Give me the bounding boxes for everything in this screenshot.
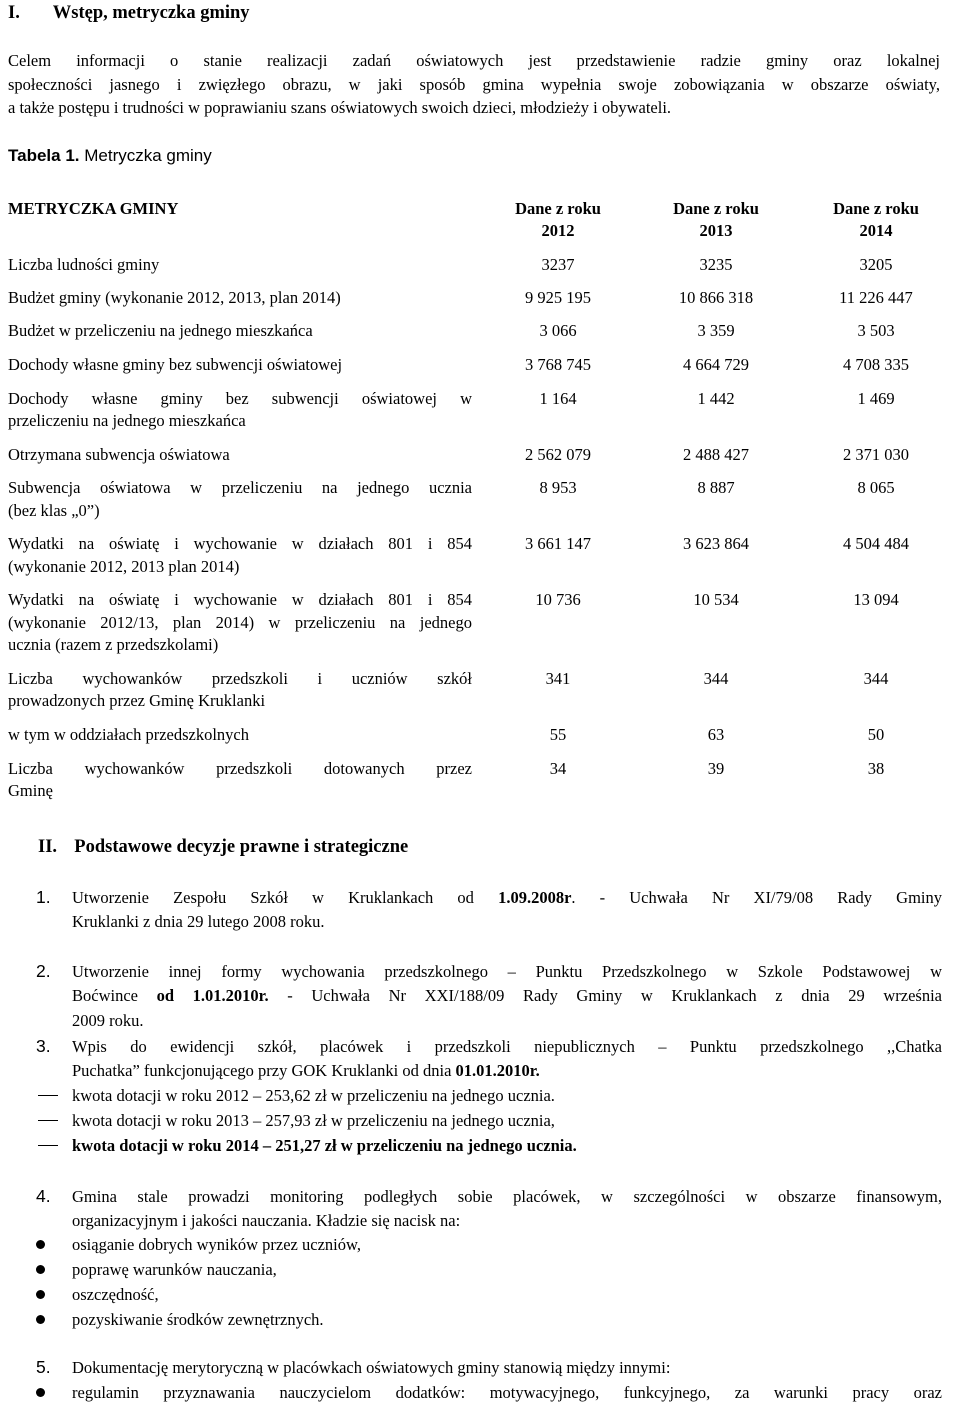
table-cell: 10 736: [535, 590, 581, 609]
table-caption-text: Metryczka gminy: [84, 146, 212, 165]
header-prefix: Dane z roku: [833, 199, 919, 218]
item-1-text: Utworzenie Zespołu Szkół w Kruklankach od: [72, 888, 474, 907]
table-header-label: METRYCZKA GMINY: [8, 199, 179, 218]
header-prefix: Dane z roku: [515, 199, 601, 218]
table-cell: 39: [707, 759, 725, 778]
table-row-label: Wydatki na oświatę i wychowanie w działach 801 i 854: [8, 590, 472, 609]
table-cell: 3 066: [539, 321, 577, 340]
table-cell: 34: [549, 759, 567, 778]
item-1-line-1: [72, 887, 942, 909]
item-2-date: od 1.01.2010r.: [156, 986, 269, 1005]
section-1-title: Wstęp, metryczka gminy: [52, 3, 250, 23]
table-row-label: Budżet w przeliczeniu na jednego mieszkańca: [8, 321, 313, 340]
bullet-icon: [36, 1240, 45, 1249]
bullet-text: osiąganie dobrych wyników przez uczniów,: [72, 1235, 361, 1254]
list-number: 4.: [36, 1186, 51, 1206]
table-cell: 10 866 318: [678, 288, 754, 307]
intro-line-3: a także postępu i trudności w poprawianiu szans oświatowych swoich dzieci, młodzieży i obywateli.: [8, 98, 672, 117]
table-cell: 3 768 745: [525, 355, 591, 374]
item-3-text: Puchatka” funkcjonującego przy GOK Kruklanki od dnia: [72, 1061, 452, 1080]
table-cell: 1 469: [857, 389, 895, 408]
section-2-number: II.: [38, 837, 58, 857]
table-cell: 8 065: [857, 478, 895, 497]
item-2-line-2: [72, 985, 942, 1007]
dash-text: kwota dotacji w roku 2012 – 253,62 zł w przeliczeniu na jednego ucznia.: [72, 1086, 555, 1105]
table-cell: 341: [545, 669, 571, 688]
item-2-line-3: 2009 roku.: [72, 1011, 144, 1030]
table-cell: 8 887: [697, 478, 735, 497]
table-row-label: w tym w oddziałach przedszkolnych: [8, 725, 250, 744]
item-1-date: 1.09.2008r: [498, 888, 572, 907]
table-row-label: (wykonanie 2012, 2013 plan 2014): [8, 557, 240, 576]
table-cell: 13 094: [853, 590, 899, 609]
table-cell: 8 953: [539, 478, 577, 497]
table-row-label: Dochody własne gminy bez subwencji oświatowej: [8, 355, 343, 374]
table-cell: 4 708 335: [843, 355, 909, 374]
table-cell: 4 504 484: [843, 534, 909, 553]
table-row-label: (bez klas „0”): [8, 501, 100, 520]
table-cell: 38: [867, 759, 885, 778]
table-cell: 3235: [699, 255, 733, 274]
header-year: 2012: [541, 221, 575, 240]
dash-text: kwota dotacji w roku 2014 – 251,27 zł w przeliczeniu na jednego ucznia.: [72, 1136, 577, 1155]
bullet-text: oszczędność,: [72, 1285, 159, 1304]
bullet-text: regulamin przyznawania nauczycielom dodatków: motywacyjnego, funkcyjnego, za warunki pracy oraz: [72, 1383, 942, 1402]
list-item: [0, 1309, 960, 1333]
section-1-number: I.: [8, 3, 20, 23]
table-cell: 2 371 030: [843, 445, 909, 464]
list-item: [0, 1382, 960, 1406]
item-1-text-post: . - Uchwała Nr XI/79/08 Rady Gminy: [571, 888, 943, 907]
table-row-label: przeliczeniu na jednego mieszkańca: [8, 411, 246, 430]
table-row-label: Budżet gminy (wykonanie 2012, 2013, plan 2014): [8, 288, 341, 307]
table-caption-label: Tabela 1.: [8, 146, 80, 165]
table-cell: 9 925 195: [525, 288, 591, 307]
intro-line-2: społeczności jasnego i zwięzłego obrazu, w jaki sposób gmina wypełnia swoje zobowiązania w obszarze oświaty,: [8, 75, 940, 94]
item-3-line-2: [72, 1060, 942, 1082]
intro-line-1: Celem informacji o stanie realizacji zadań oświatowych jest przedstawienie radzie gminy oraz lokalnej: [8, 51, 940, 70]
table-cell: 3205: [859, 255, 893, 274]
bullet-text: poprawę warunków nauczania,: [72, 1260, 277, 1279]
list-number: 5.: [36, 1357, 51, 1377]
table-cell: 3 661 147: [525, 534, 591, 553]
list-number: 1.: [36, 887, 51, 907]
dash-text: kwota dotacji w roku 2013 – 257,93 zł w przeliczeniu na jednego ucznia,: [72, 1111, 555, 1130]
item-5-line-1: Dokumentację merytoryczną w placówkach oświatowych gminy stanowią między innymi:: [72, 1358, 671, 1377]
table-row-label: Gminę: [8, 781, 53, 800]
dash-marker: [38, 1145, 58, 1146]
table-row-label: Liczba ludności gminy: [8, 255, 160, 274]
table-cell: 11 226 447: [839, 288, 913, 307]
list-number: 2.: [36, 961, 51, 981]
item-3-line-1: Wpis do ewidencji szkół, placówek i przedszkoli niepublicznych – Punktu przedszkolnego ,,Chatka: [72, 1037, 942, 1056]
list-item: [0, 1284, 960, 1308]
table-row-label: Dochody własne gminy bez subwencji oświatowej w: [8, 389, 472, 408]
dash-marker: [38, 1120, 58, 1121]
table-cell: 2 488 427: [683, 445, 749, 464]
table-cell: 63: [707, 725, 725, 744]
table-row-label: Subwencja oświatowa w przeliczeniu na jednego ucznia: [8, 478, 472, 497]
section-2-heading: [38, 836, 408, 858]
table-row-label: (wykonanie 2012/13, plan 2014) w przeliczeniu na jednego: [8, 613, 472, 632]
table-cell: 3 503: [857, 321, 895, 340]
table-cell: 1 442: [697, 389, 735, 408]
table-row-label: Otrzymana subwencja oświatowa: [8, 445, 230, 464]
table-cell: 2 562 079: [525, 445, 591, 464]
list-item: [0, 1234, 960, 1258]
bullet-icon: [36, 1315, 45, 1324]
table-cell: 3 623 864: [683, 534, 749, 553]
list-item: [0, 1135, 960, 1159]
list-item: [0, 1085, 960, 1109]
bullet-icon: [36, 1388, 45, 1397]
item-2-line-1: Utworzenie innej formy wychowania przedszkolnego – Punktu Przedszkolnego w Szkole Podstawowej w: [72, 962, 942, 981]
bullet-icon: [36, 1265, 45, 1274]
table-cell: 3237: [541, 255, 575, 274]
table-header-2012: [478, 198, 638, 242]
item-4-line-2: organizacyjnym i jakości nauczania. Kładzie się nacisk na:: [72, 1211, 461, 1230]
table-header-2014: [796, 198, 956, 242]
bullet-text: pozyskiwanie środków zewnętrznych.: [72, 1310, 324, 1329]
table-cell: 10 534: [693, 590, 739, 609]
header-year: 2014: [859, 221, 893, 240]
table-cell: 1 164: [539, 389, 577, 408]
table-cell: 4 664 729: [683, 355, 749, 374]
table-header-2013: [636, 198, 796, 242]
header-prefix: Dane z roku: [673, 199, 759, 218]
table-row-label: Liczba wychowanków przedszkoli dotowanych przez: [8, 759, 472, 778]
table-cell: 55: [549, 725, 567, 744]
list-item: [0, 1259, 960, 1283]
list-number: 3.: [36, 1036, 51, 1056]
table-row-label: Wydatki na oświatę i wychowanie w działach 801 i 854: [8, 534, 472, 553]
table-cell: 344: [863, 669, 889, 688]
table-row-label: prowadzonych przez Gminę Kruklanki: [8, 691, 266, 710]
table-cell: 50: [867, 725, 885, 744]
table-row-label: Liczba wychowanków przedszkoli i uczniów szkół: [8, 669, 472, 688]
item-2-text: Boćwince: [72, 986, 138, 1005]
header-year: 2013: [699, 221, 733, 240]
section-2-title: Podstawowe decyzje prawne i strategiczne: [74, 837, 409, 857]
list-item: [0, 1110, 960, 1134]
bullet-icon: [36, 1290, 45, 1299]
dash-marker: [38, 1095, 58, 1096]
item-3-date: 01.01.2010r.: [455, 1061, 540, 1080]
table-cell: 344: [703, 669, 729, 688]
item-4-line-1: Gmina stale prowadzi monitoring podległych sobie placówek, w szczególności w obszarze finansowym,: [72, 1187, 942, 1206]
item-2-text-post: - Uchwała Nr XXI/188/09 Rady Gminy w Kruklankach z dnia 29 września: [287, 986, 942, 1005]
table-cell: 3 359: [697, 321, 735, 340]
table-row-label: ucznia (razem z przedszkolami): [8, 635, 219, 654]
item-1-line-2: Kruklanki z dnia 29 lutego 2008 roku.: [72, 912, 325, 931]
